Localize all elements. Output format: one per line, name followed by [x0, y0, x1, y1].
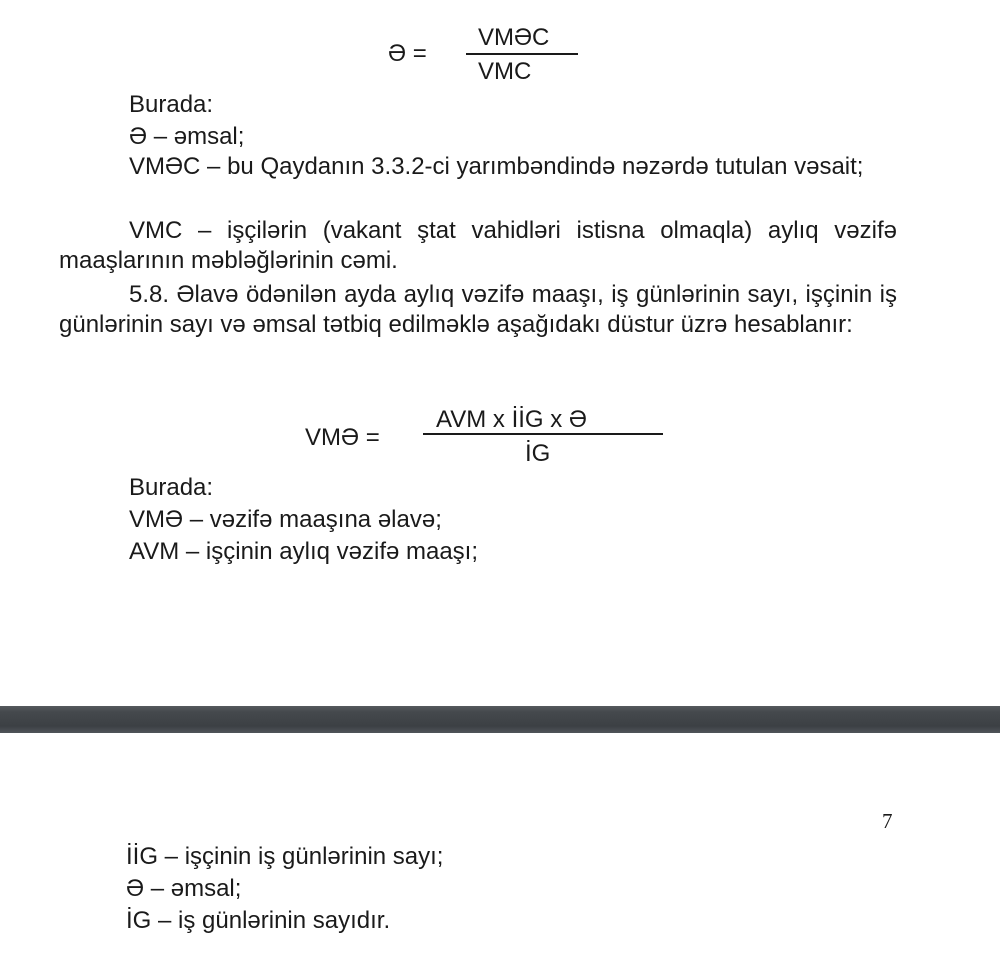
document-page-lower: [0, 733, 1000, 971]
defs1-intro: Burada:: [129, 91, 214, 118]
formula1-denominator: VMC: [478, 58, 532, 85]
paragraph-5-8: 5.8. Əlavə ödənilən ayda aylıq vəzifə maaşı, iş günlərinin sayı, işçinin iş günlərinin sayı və əmsal tətbiq edilməklə aşağıdakı düstur üzrə hesablanır:: [59, 281, 897, 338]
formula1-fraction-bar: [466, 53, 578, 55]
page-number: 7: [882, 809, 893, 833]
defs2-item-avm: AVM – işçinin aylıq vəzifə maaşı;: [129, 538, 479, 565]
page-separator: [0, 706, 1000, 733]
formula2-lhs: VMƏ =: [305, 424, 380, 451]
defs1-item-vmec: VMƏC – bu Qaydanın 3.3.2-ci yarımbəndində nəzərdə tutulan vəsait;: [129, 153, 864, 180]
formula2-numerator: AVM x İİG x Ə: [436, 406, 587, 433]
defs2-item-vme: VMƏ – vəzifə maaşına əlavə;: [129, 506, 442, 533]
defs1-item-emsal: Ə – əmsal;: [129, 123, 245, 150]
formula2-fraction-bar: [423, 433, 663, 435]
formula2-denominator: İG: [525, 440, 551, 467]
formula1-numerator: VMƏC: [478, 24, 550, 51]
defs2-intro: Burada:: [129, 474, 214, 501]
defs3-item-emsal: Ə – əmsal;: [126, 875, 242, 902]
defs3-item-iig: İİG – işçinin iş günlərinin sayı;: [126, 843, 444, 870]
formula1-lhs: Ə =: [388, 40, 427, 67]
defs3-item-ig: İG – iş günlərinin sayıdır.: [126, 907, 391, 934]
defs1-item-vmc: VMC – işçilərin (vakant ştat vahidləri istisna olmaqla) aylıq vəzifə maaşlarının məbləğlərinin cəmi.: [59, 217, 897, 274]
